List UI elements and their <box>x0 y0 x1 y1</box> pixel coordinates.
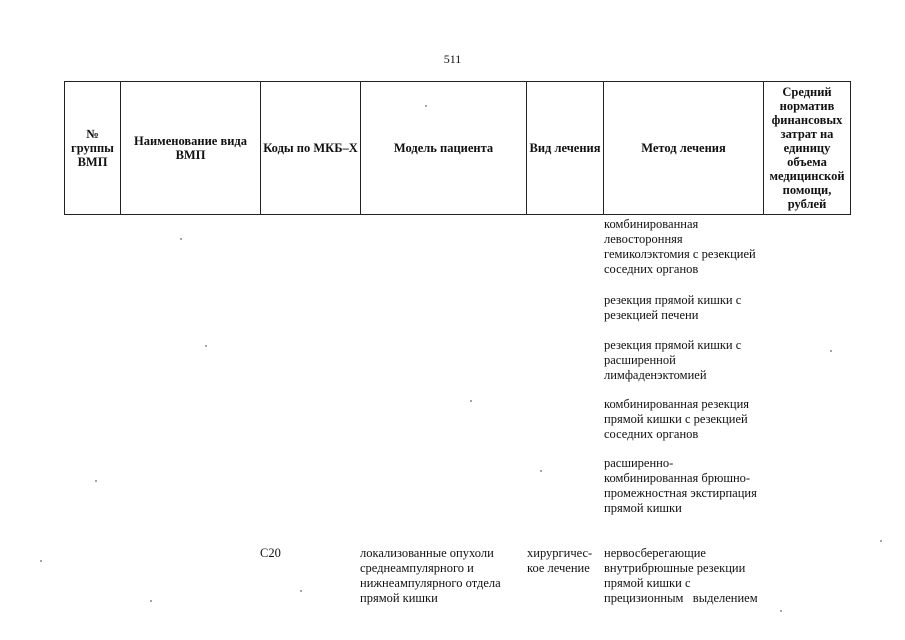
treatment-type-line: кое лечение <box>527 561 590 575</box>
method-item <box>604 293 741 323</box>
method-line: прямой кишки <box>604 501 682 515</box>
header-patient-model: Модель пациента <box>360 81 527 215</box>
speckle <box>95 480 97 482</box>
method-line: лимфаденэктомией <box>604 368 707 382</box>
treatment-type-line: хирургичес- <box>527 546 593 560</box>
speckle <box>880 540 882 542</box>
method-line: расширенной <box>604 353 676 367</box>
speckle <box>300 590 302 592</box>
speckle <box>205 345 207 347</box>
method-line: прямой кишки с <box>604 576 691 590</box>
patient-model-cell <box>360 546 501 606</box>
method-line: комбинированная <box>604 217 699 231</box>
patient-model-line: локализованные опухоли <box>360 546 494 560</box>
patient-model-line: прямой кишки <box>360 591 438 605</box>
speckle <box>830 350 832 352</box>
method-item <box>604 217 756 277</box>
method-line: соседних органов <box>604 427 699 441</box>
method-line: левосторонняя <box>604 232 683 246</box>
header-avg-cost: Средний норматив финансовых затрат на единицу объема медицинской помощи, рублей <box>763 81 851 215</box>
method-line: соседних органов <box>604 262 699 276</box>
method-line: комбинированная резекция <box>604 397 750 411</box>
method-line: резекцией печени <box>604 308 699 322</box>
speckle <box>780 610 782 612</box>
patient-model-line: нижнеампулярного отдела <box>360 576 501 590</box>
method-line: промежностная экстирпация <box>604 486 757 500</box>
method-line: прецизионным выделением <box>604 591 758 605</box>
icd-code-c20: C20 <box>260 546 281 560</box>
speckle <box>150 600 152 602</box>
method-line: внутрибрюшные резекции <box>604 561 746 575</box>
method-cell <box>604 546 758 606</box>
method-line: резекция прямой кишки с <box>604 338 742 352</box>
method-line: комбинированная брюшно- <box>604 471 751 485</box>
method-item <box>604 338 741 383</box>
page-number: 511 <box>443 52 462 66</box>
method-line: нервосберегающие <box>604 546 706 560</box>
method-item <box>604 456 757 516</box>
method-line: расширенно- <box>604 456 674 470</box>
speckle <box>470 400 472 402</box>
method-item <box>604 397 749 442</box>
speckle <box>40 560 42 562</box>
header-vmp-name: Наименование вида ВМП <box>120 81 261 215</box>
header-treatment-type: Вид лечения <box>526 81 604 215</box>
header-icd-codes: Коды по МКБ–Х <box>260 81 361 215</box>
header-treatment-method: Метод лечения <box>603 81 764 215</box>
method-line: гемиколэктомия с резекцией <box>604 247 756 261</box>
speckle <box>180 238 182 240</box>
method-line: прямой кишки с резекцией <box>604 412 748 426</box>
method-line: резекция прямой кишки с <box>604 293 742 307</box>
speckle <box>540 470 542 472</box>
treatment-type-cell <box>527 546 592 576</box>
speckle <box>425 105 427 107</box>
header-group-no: № группы ВМП <box>64 81 121 215</box>
patient-model-line: среднеампулярного и <box>360 561 474 575</box>
